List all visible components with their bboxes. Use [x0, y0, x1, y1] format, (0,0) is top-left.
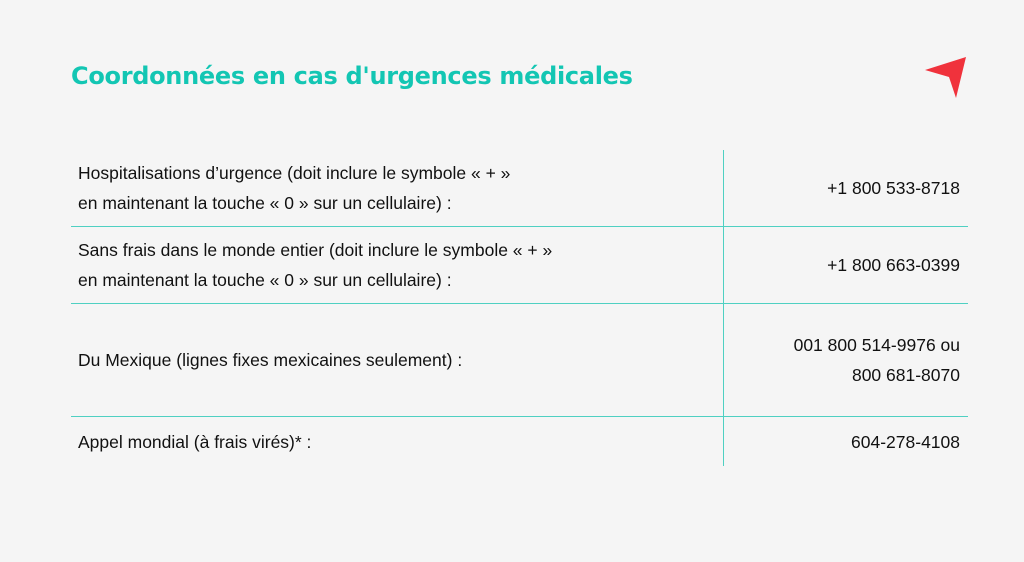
table-row [71, 227, 968, 304]
contact-label: Appel mondial (à frais virés)* : [71, 417, 724, 466]
red-arrow-icon [924, 56, 968, 100]
phone-number: +1 800 533-8718 [827, 178, 960, 198]
page-title: Coordonnées en cas d'urgences médicales [71, 62, 633, 90]
phone-number: 604-278-4108 [851, 432, 960, 452]
contact-label: Sans frais dans le monde entier (doit inclure le symbole « + » en maintenant la touche « 0 » sur un cellulaire) : [71, 227, 724, 303]
table-row [71, 417, 968, 466]
phone-number: +1 800 663-0399 [827, 255, 960, 275]
contact-label: Hospitalisations d’urgence (doit inclure le symbole « + » en maintenant la touche « 0 » sur un cellulaire) : [71, 150, 724, 226]
emergency-contacts-table [71, 150, 968, 466]
contact-label: Du Mexique (lignes fixes mexicaines seulement) : [71, 304, 724, 416]
table-row [71, 304, 968, 417]
table-row [71, 150, 968, 227]
phone-number: 001 800 514-9976 ou 800 681-8070 [793, 335, 960, 385]
